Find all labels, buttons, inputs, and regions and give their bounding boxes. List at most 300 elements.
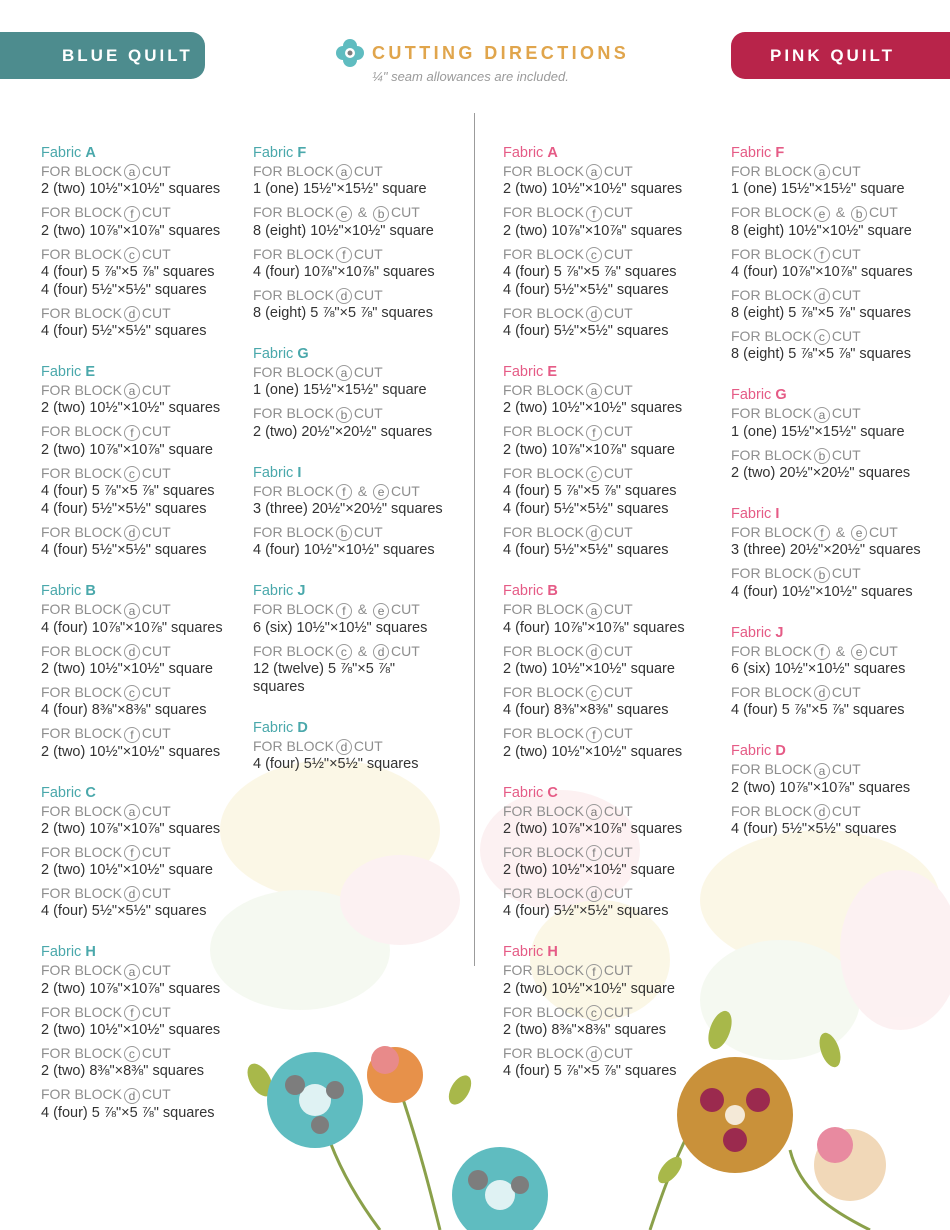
cut-label: CUT (141, 843, 171, 860)
cut-instruction (41, 464, 241, 518)
fabric-label: Fabric (503, 364, 544, 381)
blue-quilt-label: BLUE QUILT (62, 45, 193, 65)
piece-spec: 2 (two) 10½"×10½" squares (503, 400, 683, 417)
cut-label: CUT (603, 725, 633, 742)
cut-instruction (41, 843, 241, 879)
cut-label: CUT (141, 163, 171, 179)
cut-label: CUT (141, 683, 171, 700)
cut-label: CUT (831, 405, 861, 422)
flower-logo-icon (334, 37, 366, 69)
block-line (731, 245, 946, 263)
fabric-label: Fabric (41, 784, 82, 801)
fabric-name (731, 624, 946, 642)
cut-instruction (41, 884, 241, 920)
block-line (503, 422, 713, 440)
fabric-letter: I (297, 464, 302, 481)
fabric-name (503, 582, 713, 600)
block-letter-badge: a (124, 964, 140, 980)
cut-instruction (503, 802, 713, 838)
cut-label: CUT (869, 524, 898, 541)
fabric-letter: D (297, 719, 308, 736)
fabric-section (503, 144, 713, 340)
cut-instruction (731, 203, 946, 239)
cut-label: CUT (603, 802, 633, 819)
fabric-name (41, 943, 241, 961)
block-letter-badge: d (124, 644, 140, 660)
and-symbol: & (357, 204, 368, 221)
block-letter-badge: f (586, 964, 602, 980)
block-prefix: FOR BLOCK (41, 163, 122, 179)
block-letter-badge: a (586, 603, 602, 619)
and-symbol: & (835, 642, 846, 659)
fabric-section (253, 719, 463, 773)
piece-spec: 4 (four) 5½"×5½" squares (41, 903, 207, 920)
cut-instruction (731, 683, 946, 719)
cut-instruction (253, 737, 463, 773)
fabric-label: Fabric (41, 364, 82, 381)
block-letter-badge: f (124, 845, 140, 861)
block-letter-badge: c (124, 1046, 140, 1062)
cut-label: CUT (831, 802, 861, 819)
cut-label: CUT (603, 304, 633, 321)
block-prefix: FOR BLOCK (731, 163, 812, 179)
cut-label: CUT (141, 1086, 171, 1103)
block-prefix: FOR BLOCK (253, 482, 334, 499)
cut-instruction (41, 1003, 241, 1039)
cut-label: CUT (141, 962, 171, 979)
cut-label: CUT (141, 245, 171, 262)
block-prefix: FOR BLOCK (253, 204, 334, 221)
fabric-letter: E (85, 364, 95, 381)
cut-instruction (503, 162, 713, 198)
block-line (731, 802, 946, 820)
block-prefix: FOR BLOCK (253, 642, 334, 659)
block-line (253, 737, 463, 755)
fabric-name (253, 582, 463, 600)
block-line (41, 162, 241, 180)
block-letter-badge: c (336, 644, 352, 660)
fabric-letter: A (85, 145, 96, 161)
piece-spec: 4 (four) 10½"×10½" squares (731, 583, 913, 600)
fabric-label: Fabric (503, 145, 544, 161)
and-symbol: & (357, 482, 368, 499)
piece-spec: 2 (two) 10½"×10½" squares (41, 1022, 221, 1039)
block-letter-badge: c (814, 329, 830, 345)
cut-label: CUT (353, 737, 383, 754)
fabric-name (503, 943, 713, 961)
fabric-section (253, 345, 463, 441)
piece-spec: 2 (two) 10½"×10½" square (503, 980, 675, 997)
block-prefix: FOR BLOCK (41, 382, 122, 399)
block-letter-badge: a (586, 164, 602, 180)
fabric-section (253, 144, 463, 322)
block-prefix: FOR BLOCK (503, 725, 584, 742)
block-letter-badge: d (373, 644, 389, 660)
block-line (253, 286, 463, 304)
block-prefix: FOR BLOCK (731, 565, 812, 582)
cut-instruction (503, 642, 713, 678)
cut-label: CUT (831, 163, 861, 179)
cut-instruction (253, 404, 463, 440)
cut-instruction (41, 683, 241, 719)
cut-instruction (503, 464, 713, 518)
fabric-letter: B (547, 583, 558, 600)
block-line (41, 203, 241, 221)
fabric-label: Fabric (41, 583, 82, 600)
fabric-name (41, 144, 241, 162)
cut-label: CUT (391, 204, 420, 221)
cut-label: CUT (603, 464, 633, 481)
block-line (503, 600, 713, 618)
block-prefix: FOR BLOCK (41, 962, 122, 979)
fabric-label: Fabric (503, 944, 544, 961)
block-line (731, 327, 946, 345)
block-prefix: FOR BLOCK (41, 725, 122, 742)
block-prefix: FOR BLOCK (731, 328, 812, 345)
fabric-label: Fabric (731, 743, 772, 760)
cut-label: CUT (391, 642, 420, 659)
cut-label: CUT (141, 1045, 171, 1062)
piece-spec: 4 (four) 5½"×5½" squares (41, 281, 207, 298)
piece-spec: 8 (eight) 5 ⅞"×5 ⅞" squares (731, 305, 911, 322)
block-line (253, 523, 463, 541)
cut-label: CUT (391, 482, 420, 499)
block-line (253, 642, 463, 660)
cut-instruction (503, 245, 713, 299)
block-prefix: FOR BLOCK (41, 1086, 122, 1103)
block-line (41, 1044, 241, 1062)
fabric-letter: A (547, 145, 558, 161)
block-letter-badge: f (586, 206, 602, 222)
cut-instruction (503, 600, 713, 636)
block-prefix: FOR BLOCK (503, 245, 584, 262)
piece-spec: 4 (four) 5½"×5½" squares (41, 323, 207, 340)
cut-instruction (731, 404, 946, 440)
cut-instruction (253, 203, 463, 239)
fabric-name (731, 742, 946, 760)
piece-spec: 2 (two) 10½"×10½" squares (41, 181, 221, 198)
block-letter-badge: d (586, 1046, 602, 1062)
piece-spec: 2 (two) 10½"×10½" square (41, 660, 213, 677)
block-line (503, 245, 713, 263)
block-prefix: FOR BLOCK (41, 245, 122, 262)
block-letter-badge: a (586, 383, 602, 399)
cut-label: CUT (141, 725, 171, 742)
cut-instruction (503, 1003, 713, 1039)
block-prefix: FOR BLOCK (503, 524, 584, 541)
piece-spec: 4 (four) 5 ⅞"×5 ⅞" squares (41, 483, 215, 500)
piece-spec: 2 (two) 8⅜"×8⅜" squares (503, 1022, 667, 1039)
fabric-letter: C (85, 784, 96, 801)
block-line (253, 162, 463, 180)
piece-spec: 8 (eight) 10½"×10½" square (253, 222, 434, 239)
pink-quilt-tab (731, 32, 950, 79)
block-prefix: FOR BLOCK (41, 423, 122, 440)
cut-instruction (503, 961, 713, 997)
block-line (731, 446, 946, 464)
cut-instruction (41, 523, 241, 559)
fabric-name (253, 719, 463, 737)
piece-spec: 4 (four) 5½"×5½" squares (503, 542, 669, 559)
piece-spec: 4 (four) 5½"×5½" squares (41, 542, 207, 559)
block-letter-badge: e (373, 484, 389, 500)
fabric-name (41, 582, 241, 600)
block-prefix: FOR BLOCK (41, 1045, 122, 1062)
block-letter-badge: f (336, 247, 352, 263)
block-line (731, 642, 946, 660)
piece-spec: 2 (two) 10½"×10½" squares (503, 743, 683, 760)
cut-instruction (253, 642, 463, 696)
block-letter-badge: c (586, 247, 602, 263)
cut-instruction (503, 1044, 713, 1080)
block-prefix: FOR BLOCK (41, 204, 122, 221)
cut-instruction (503, 304, 713, 340)
block-line (503, 381, 713, 399)
cut-instruction (41, 600, 241, 636)
block-line (253, 245, 463, 263)
cut-label: CUT (869, 642, 898, 659)
piece-spec: 4 (four) 5½"×5½" squares (503, 501, 669, 518)
cut-label: CUT (603, 245, 633, 262)
block-letter-badge: d (124, 1088, 140, 1104)
piece-spec: 4 (four) 5½"×5½" squares (253, 756, 419, 773)
block-prefix: FOR BLOCK (731, 524, 812, 541)
piece-spec: 2 (two) 10⅞"×10⅞" squares (731, 779, 911, 796)
fabric-letter: H (547, 944, 558, 961)
piece-spec: 4 (four) 10⅞"×10⅞" squares (253, 263, 435, 280)
piece-spec: 2 (two) 10⅞"×10⅞" squares (41, 222, 221, 239)
block-prefix: FOR BLOCK (41, 524, 122, 541)
block-prefix: FOR BLOCK (41, 304, 122, 321)
piece-spec: 3 (three) 20½"×20½" squares (253, 501, 443, 518)
piece-spec: 2 (two) 10½"×10½" squares (41, 400, 221, 417)
block-line (503, 1003, 713, 1021)
fabric-label: Fabric (731, 387, 772, 404)
block-line (41, 1003, 241, 1021)
block-letter-badge: f (586, 727, 602, 743)
block-line (41, 600, 241, 618)
block-letter-badge: d (336, 739, 352, 755)
block-letter-badge: b (814, 567, 830, 583)
piece-spec: 4 (four) 5 ⅞"×5 ⅞" squares (503, 263, 677, 280)
fabric-letter: I (775, 506, 780, 523)
cut-label: CUT (141, 802, 171, 819)
fabric-name (503, 144, 713, 162)
fabric-section (731, 386, 946, 482)
block-prefix: FOR BLOCK (41, 683, 122, 700)
cut-label: CUT (603, 885, 633, 902)
block-line (253, 363, 463, 381)
cut-label: CUT (603, 1045, 633, 1062)
fabric-letter: G (775, 387, 787, 404)
fabric-section (503, 363, 713, 559)
blue-column-1 (41, 144, 241, 1122)
cut-instruction (503, 203, 713, 239)
block-letter-badge: f (814, 525, 830, 541)
cut-label: CUT (141, 382, 171, 399)
cut-label: CUT (603, 642, 633, 659)
block-prefix: FOR BLOCK (253, 405, 334, 422)
cut-label: CUT (831, 565, 861, 582)
block-line (503, 843, 713, 861)
block-line (731, 286, 946, 304)
cut-label: CUT (141, 304, 171, 321)
fabric-letter: J (775, 624, 784, 641)
cut-instruction (731, 523, 946, 559)
cut-label: CUT (141, 423, 171, 440)
fabric-name (731, 505, 946, 523)
block-letter-badge: f (586, 425, 602, 441)
block-line (41, 381, 241, 399)
piece-spec: 1 (one) 15½"×15½" square (731, 423, 905, 440)
piece-spec: 4 (four) 10⅞"×10⅞" squares (503, 619, 685, 636)
fabric-name (253, 345, 463, 363)
block-letter-badge: a (814, 164, 830, 180)
block-prefix: FOR BLOCK (41, 843, 122, 860)
block-line (503, 884, 713, 902)
block-prefix: FOR BLOCK (41, 642, 122, 659)
fabric-section (41, 363, 241, 559)
block-line (41, 843, 241, 861)
block-prefix: FOR BLOCK (503, 843, 584, 860)
block-letter-badge: a (124, 164, 140, 180)
fabric-label: Fabric (253, 583, 294, 600)
block-prefix: FOR BLOCK (731, 683, 812, 700)
cut-label: CUT (831, 446, 861, 463)
block-prefix: FOR BLOCK (731, 286, 812, 303)
block-letter-badge: f (814, 247, 830, 263)
cut-instruction (253, 482, 463, 518)
block-line (503, 683, 713, 701)
cut-label: CUT (353, 245, 383, 262)
cut-label: CUT (603, 204, 633, 221)
and-symbol: & (357, 601, 368, 618)
cut-instruction (731, 642, 946, 678)
piece-spec: 2 (two) 10½"×10½" squares (41, 743, 221, 760)
block-letter-badge: f (124, 727, 140, 743)
cut-label: CUT (353, 524, 383, 541)
fabric-section (731, 144, 946, 363)
block-letter-badge: a (586, 804, 602, 820)
block-line (41, 523, 241, 541)
block-letter-badge: b (336, 525, 352, 541)
block-prefix: FOR BLOCK (41, 601, 122, 618)
block-letter-badge: e (851, 525, 867, 541)
block-prefix: FOR BLOCK (503, 423, 584, 440)
pink-column-2 (731, 144, 946, 838)
block-line (731, 203, 946, 221)
cut-instruction (731, 802, 946, 838)
block-prefix: FOR BLOCK (731, 642, 812, 659)
cut-label: CUT (603, 163, 633, 179)
block-letter-badge: f (124, 206, 140, 222)
piece-spec: 2 (two) 10⅞"×10⅞" squares (41, 980, 221, 997)
block-prefix: FOR BLOCK (503, 1045, 584, 1062)
block-line (41, 642, 241, 660)
block-letter-badge: c (124, 247, 140, 263)
block-prefix: FOR BLOCK (503, 163, 584, 179)
fabric-name (253, 144, 463, 162)
cut-label: CUT (603, 423, 633, 440)
block-line (253, 404, 463, 422)
cut-label: CUT (603, 601, 633, 618)
block-prefix: FOR BLOCK (503, 304, 584, 321)
cut-instruction (41, 961, 241, 997)
piece-spec: 1 (one) 15½"×15½" square (253, 181, 427, 198)
cut-instruction (41, 245, 241, 299)
fabric-name (41, 784, 241, 802)
fabric-label: Fabric (253, 719, 294, 736)
fabric-letter: H (85, 944, 96, 961)
block-line (503, 464, 713, 482)
block-line (503, 642, 713, 660)
block-line (731, 564, 946, 582)
block-prefix: FOR BLOCK (731, 761, 812, 778)
block-prefix: FOR BLOCK (503, 642, 584, 659)
cut-instruction (503, 884, 713, 920)
block-line (41, 304, 241, 322)
cut-instruction (253, 162, 463, 198)
piece-spec: 8 (eight) 5 ⅞"×5 ⅞" squares (253, 305, 433, 322)
fabric-name (41, 363, 241, 381)
fabric-section (503, 784, 713, 921)
block-prefix: FOR BLOCK (731, 405, 812, 422)
piece-spec: 2 (two) 10½"×10½" square (503, 862, 675, 879)
block-letter-badge: e (814, 206, 830, 222)
block-letter-badge: a (124, 603, 140, 619)
block-letter-badge: d (814, 685, 830, 701)
block-prefix: FOR BLOCK (731, 204, 812, 221)
piece-spec: 2 (two) 10⅞"×10⅞" squares (503, 820, 683, 837)
block-line (503, 724, 713, 742)
piece-spec: 2 (two) 10⅞"×10⅞" squares (503, 222, 683, 239)
cut-label: CUT (353, 364, 383, 381)
block-letter-badge: d (814, 288, 830, 304)
piece-spec: 4 (four) 5½"×5½" squares (503, 903, 669, 920)
fabric-section (41, 943, 241, 1121)
block-line (41, 802, 241, 820)
fabric-section (731, 742, 946, 838)
cut-instruction (41, 1085, 241, 1121)
block-prefix: FOR BLOCK (253, 163, 334, 179)
block-prefix: FOR BLOCK (503, 204, 584, 221)
cut-label: CUT (831, 286, 861, 303)
block-letter-badge: a (124, 804, 140, 820)
block-letter-badge: e (336, 206, 352, 222)
piece-spec: 2 (two) 20½"×20½" squares (253, 423, 433, 440)
cut-label: CUT (603, 843, 633, 860)
fabric-label: Fabric (731, 506, 772, 523)
block-letter-badge: d (124, 886, 140, 902)
cut-instruction (41, 304, 241, 340)
block-letter-badge: d (586, 644, 602, 660)
piece-spec: 2 (two) 10⅞"×10⅞" squares (41, 820, 221, 837)
fabric-label: Fabric (41, 145, 82, 161)
block-prefix: FOR BLOCK (41, 885, 122, 902)
cut-instruction (253, 363, 463, 399)
fabric-letter: B (85, 583, 96, 600)
block-line (41, 683, 241, 701)
block-letter-badge: c (124, 466, 140, 482)
fabric-section (253, 464, 463, 560)
fabric-section (253, 582, 463, 696)
block-line (253, 482, 463, 500)
block-letter-badge: b (814, 448, 830, 464)
fabric-letter: E (547, 364, 557, 381)
block-prefix: FOR BLOCK (41, 802, 122, 819)
block-prefix: FOR BLOCK (503, 1003, 584, 1020)
cut-label: CUT (141, 601, 171, 618)
